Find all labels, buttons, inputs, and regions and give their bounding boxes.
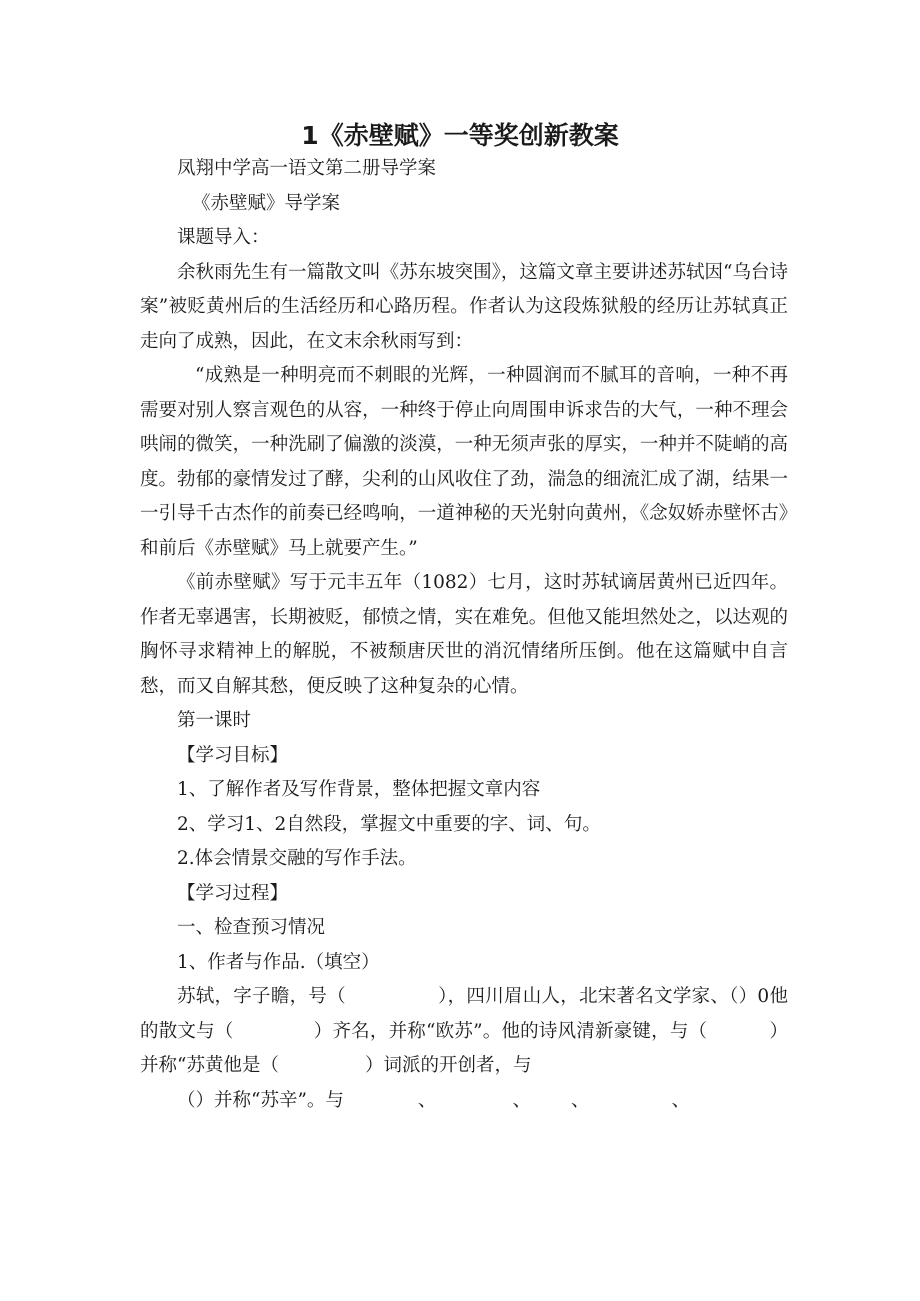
fill-text: ），四川眉山人，北宋著名文学家、 (437, 986, 730, 1007)
quote-paragraph: “成熟是一种明亮而不刺眼的光辉，一种圆润而不腻耳的音响，一种不再需要对别人察言观色的从容，一种终于停止向周围申诉求告的大气，一种不理会哄闹的微笑，一种洗刷了偏激的淡漠，一种无须声张的厚实，一种并不陡峭的高度。勃郁的豪情发过了酵，尖利的山风收住了劲，湍急的细流汇成了湖，结果一一引导千古杰作的前奏已经鸣响，一道神秘的天光射向黄州，《念奴娇赤壁怀古》和前后《赤壁赋》马上就要产生。” (140, 365, 788, 559)
fill-in-line (140, 1084, 788, 1119)
document-body (140, 152, 788, 1118)
lesson-heading: 第一课时 (177, 710, 252, 731)
fill-in-paragraph (140, 980, 788, 1084)
fill-text: （）0他的散文与（ (140, 986, 788, 1042)
process-heading: 【学习过程】 (177, 882, 289, 904)
doc-name: 《赤壁赋》导学案 (192, 192, 341, 214)
fill-text: ）词派的开创者，与 (364, 1055, 532, 1076)
goal-item: 2.体会情景交融的写作手法。 (177, 848, 417, 869)
background-paragraph: 《前赤壁赋》写于元丰五年（1082）七月，这时苏轼谪居黄州已近四年。作者无辜遇害，长期被贬，郁愤之情，实在难免。但他又能坦然处之，以达观的胸怀寻求精神上的解脱，不被颓唐厌世的消沉情绪所压倒。他在这篇赋中自言愁，而又自解其愁，便反映了这种复杂的心情。 (140, 572, 788, 697)
section-heading: 一、检查预习情况 (177, 917, 326, 938)
fill-text: 、 (512, 1089, 531, 1111)
goal-item: 1、了解作者及写作背景，整体把握文章内容 (177, 779, 541, 800)
fill-text: 、 (671, 1089, 690, 1111)
fill-item-heading: 1、作者与作品.（填空） (177, 951, 380, 973)
intro-paragraph: 余秋雨先生有一篇散文叫《苏东坡突围》，这篇文章主要讲述苏轼因“乌台诗案”被贬黄州后的生活经历和心路历程。作者认为这段炼狱般的经历让苏轼真正走向了成熟，因此，在文末余秋雨写到： (140, 261, 788, 352)
intro-heading: 课题导入： (177, 227, 270, 248)
fill-text: （）并称“苏辛”。与 (177, 1089, 344, 1111)
subtitle: 凤翔中学高一语文第二册导学案 (177, 158, 437, 179)
fill-text: ）并称“苏黄他是（ (140, 1020, 788, 1076)
document-title: 1《赤壁赋》一等奖创新教案 (301, 121, 619, 150)
fill-text: 、 (570, 1089, 590, 1111)
fill-text: ）齐名，并称“欧苏”。他的诗风清新豪键，与（ (313, 1020, 708, 1042)
fill-text: 、 (417, 1089, 437, 1111)
goal-item: 2、学习1、2自然段，掌握文中重要的字、词、句。 (177, 813, 601, 835)
fill-text: 苏轼，字子瞻，号（ (177, 986, 346, 1007)
goals-heading: 【学习目标】 (177, 744, 289, 766)
